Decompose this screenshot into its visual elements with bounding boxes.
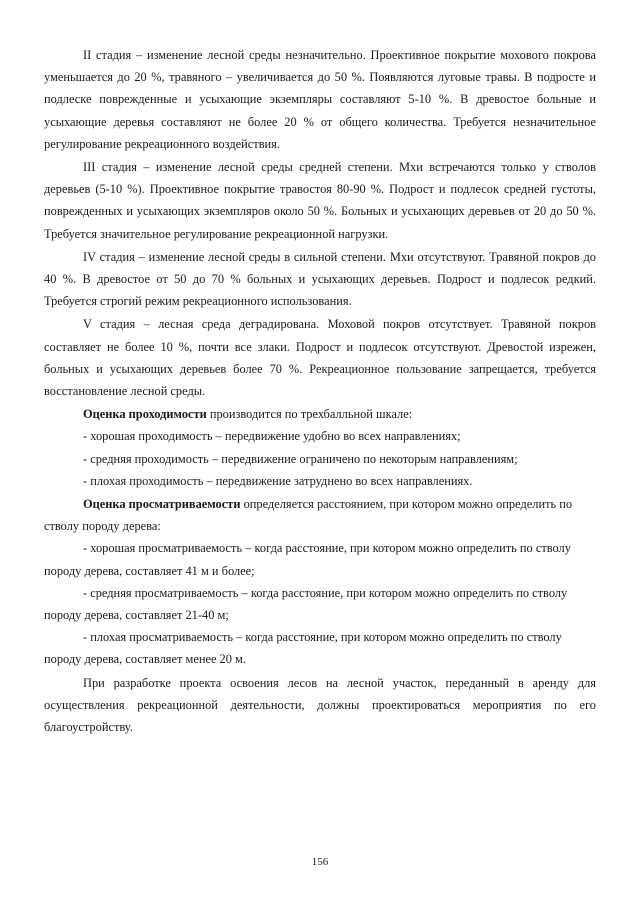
- visibility-item-good: - хорошая просматриваемость – когда расстояние, при котором можно определить по стволу породу дерева, составляет 41 м и более;: [44, 541, 571, 578]
- visibility-intro: определяется расстоянием, при котором можно определить по стволу породу дерева:: [44, 497, 573, 534]
- document-page: [44, 44, 596, 738]
- visibility-item-medium: - средняя просматриваемость – когда расстояние, при котором можно определить по стволу породу дерева, составляет 21-40 м;: [44, 585, 568, 623]
- visibility-intro-paragraph: [44, 493, 596, 537]
- passability-item-medium: - средняя проходимость – передвижение ограничено по некоторым направлениям;: [83, 451, 518, 466]
- visibility-item-poor: - плохая просматриваемость – когда расстояние, при котором можно определить по стволу породу дерева, составляет менее 20 м.: [44, 630, 562, 667]
- stage-2-paragraph: II стадия – изменение лесной среды незначительно. Проективное покрытие мохового покрова уменьшается до 20 %, травяного – увеличивается до 50 %. Появляются луговые травы. В подросте и подлеске поврежденные и усыхающие экземпляры составляют 5-10 %. В древостое больные и усыхающие деревья составляют не более 20 % от общего количества. Требуется незначительное регулирование рекреационного воздействия.: [44, 48, 596, 151]
- passability-intro: производится по трехбалльной шкале:: [206, 407, 413, 422]
- page-number: 156: [311, 856, 329, 868]
- stage-4-paragraph: IV стадия – изменение лесной среды в сильной степени. Мхи отсутствуют. Травяной покров до 40 %. В древостое от 50 до 70 % больных и усыхающих деревьев. Подрост и подлесок редкий. Требуется строгий режим рекреационного использования.: [44, 249, 596, 309]
- passability-intro-paragraph: [44, 403, 596, 425]
- passability-heading: Оценка проходимости: [83, 407, 207, 422]
- stage-5-paragraph: V стадия – лесная среда деградирована. Моховой покров отсутствует. Травяной покров составляет не более 10 %, почти все злаки. Подрост и подлесок отсутствуют. Древостой изрежен, больных и усыхающих деревьев более 70 %. Рекреационное пользование запрещается, требуется восстановление лесной среды.: [44, 317, 596, 399]
- closing-paragraph: При разработке проекта освоения лесов на лесной участок, переданный в аренду для осуществления рекреационной деятельности, должны проектироваться мероприятия по его благоустройству.: [44, 675, 596, 735]
- passability-item-good: - хорошая проходимость – передвижение удобно во всех направлениях;: [83, 429, 461, 444]
- stage-3-paragraph: III стадия – изменение лесной среды средней степени. Мхи встречаются только у стволов деревьев (5-10 %). Проективное покрытие травостоя 80-90 %. Подрост и подлесок средней густоты, поврежденных и усыхающих экземпляров около 50 %. Больных и усыхающих деревьев от 20 до 50 %. Требуется значительное регулирование рекреационной нагрузки.: [44, 160, 596, 241]
- visibility-heading: Оценка просматриваемости: [83, 497, 241, 512]
- passability-item-poor: - плохая проходимость – передвижение затруднено во всех направлениях.: [83, 473, 473, 488]
